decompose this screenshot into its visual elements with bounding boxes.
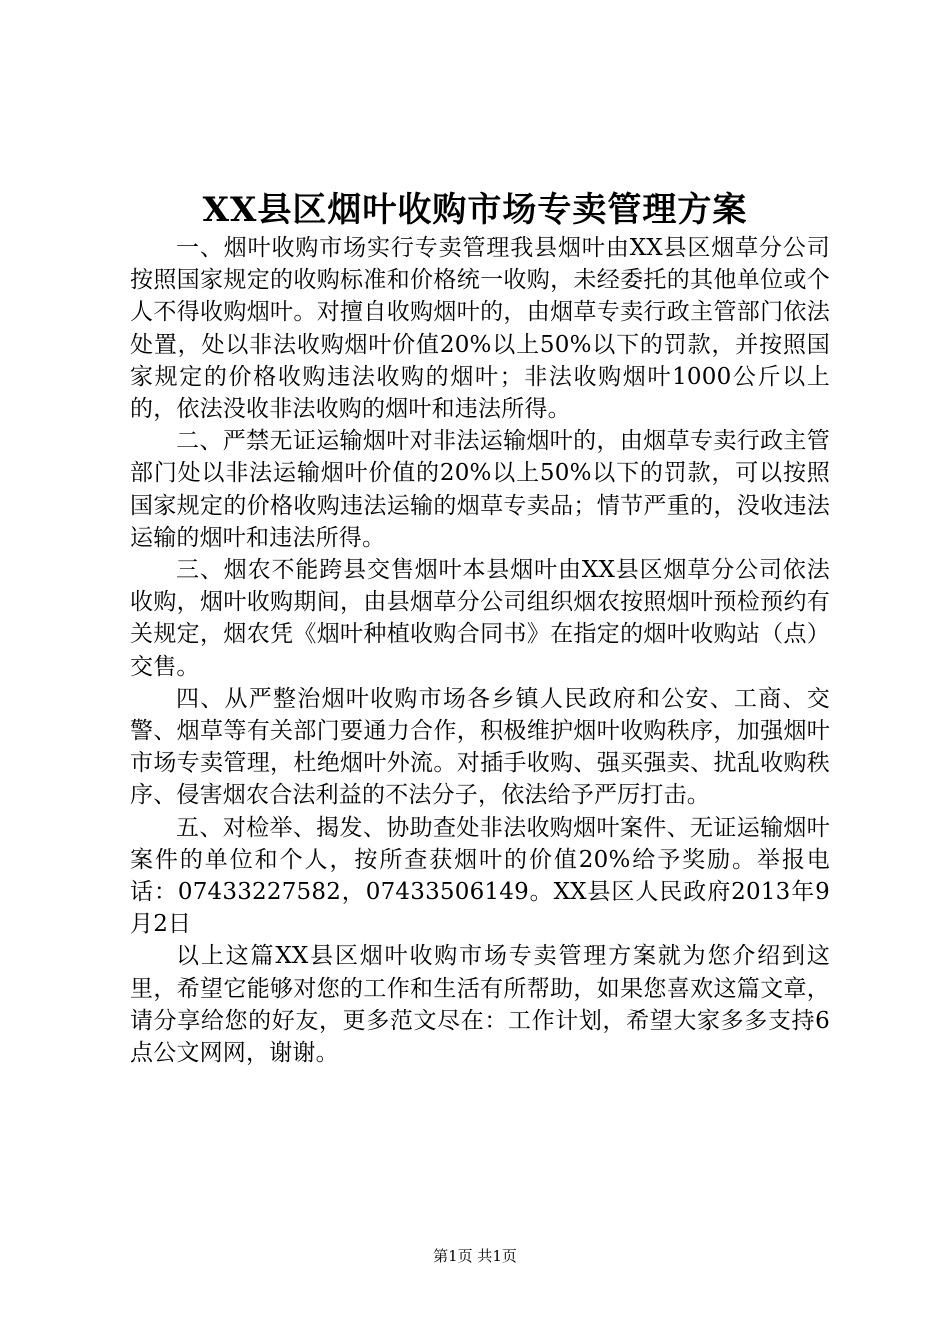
document-body	[130, 232, 830, 1069]
paragraph-2: 二、严禁无证运输烟叶对非法运输烟叶的，由烟草专卖行政主管部门处以非法运输烟叶价值的20%以上50%以下的罚款，可以按照国家规定的价格收购违法运输的烟草专卖品；情节严重的，没收违法运输的烟叶和违法所得。	[130, 428, 830, 551]
paragraph-5: 五、对检举、揭发、协助查处非法收购烟叶案件、无证运输烟叶案件的单位和个人，按所查获烟叶的价值20%给予奖励。举报电话：07433227582，07433506149。XX县区人民政府2013年9月2日	[130, 814, 830, 938]
paragraph-6: 以上这篇XX县区烟叶收购市场专卖管理方案就为您介绍到这里，希望它能够对您的工作和生活有所帮助，如果您喜欢这篇文章，请分享给您的好友，更多范文尽在：工作计划，希望大家多多支持6点公文网网，谢谢。	[130, 943, 830, 1067]
paragraph-3: 三、烟农不能跨县交售烟叶本县烟叶由XX县区烟草分公司依法收购，烟叶收购期间，由县烟草分公司组织烟农按照烟叶预检预约有关规定，烟农凭《烟叶种植收购合同书》在指定的烟叶收购站（点）交售。	[130, 557, 830, 680]
document-title: XX县区烟叶收购市场专卖管理方案	[202, 190, 748, 230]
page-footer: 第1页 共1页	[433, 1247, 517, 1265]
paragraph-4: 四、从严整治烟叶收购市场各乡镇人民政府和公安、工商、交警、烟草等有关部门要通力合作，积极维护烟叶收购秩序，加强烟叶市场专卖管理，杜绝烟叶外流。对插手收购、强买强卖、扰乱收购秩序、侵害烟农合法利益的不法分子，依法给予严厉打击。	[130, 685, 830, 809]
paragraph-1: 一、烟叶收购市场实行专卖管理我县烟叶由XX县区烟草分公司按照国家规定的收购标准和价格统一收购，未经委托的其他单位或个人不得收购烟叶。对擅自收购烟叶的，由烟草专卖行政主管部门依法处置，处以非法收购烟叶价值20%以上50%以下的罚款，并按照国家规定的价格收购违法收购的烟叶；非法收购烟叶1000公斤以上的，依法没收非法收购的烟叶和违法所得。	[130, 235, 830, 423]
